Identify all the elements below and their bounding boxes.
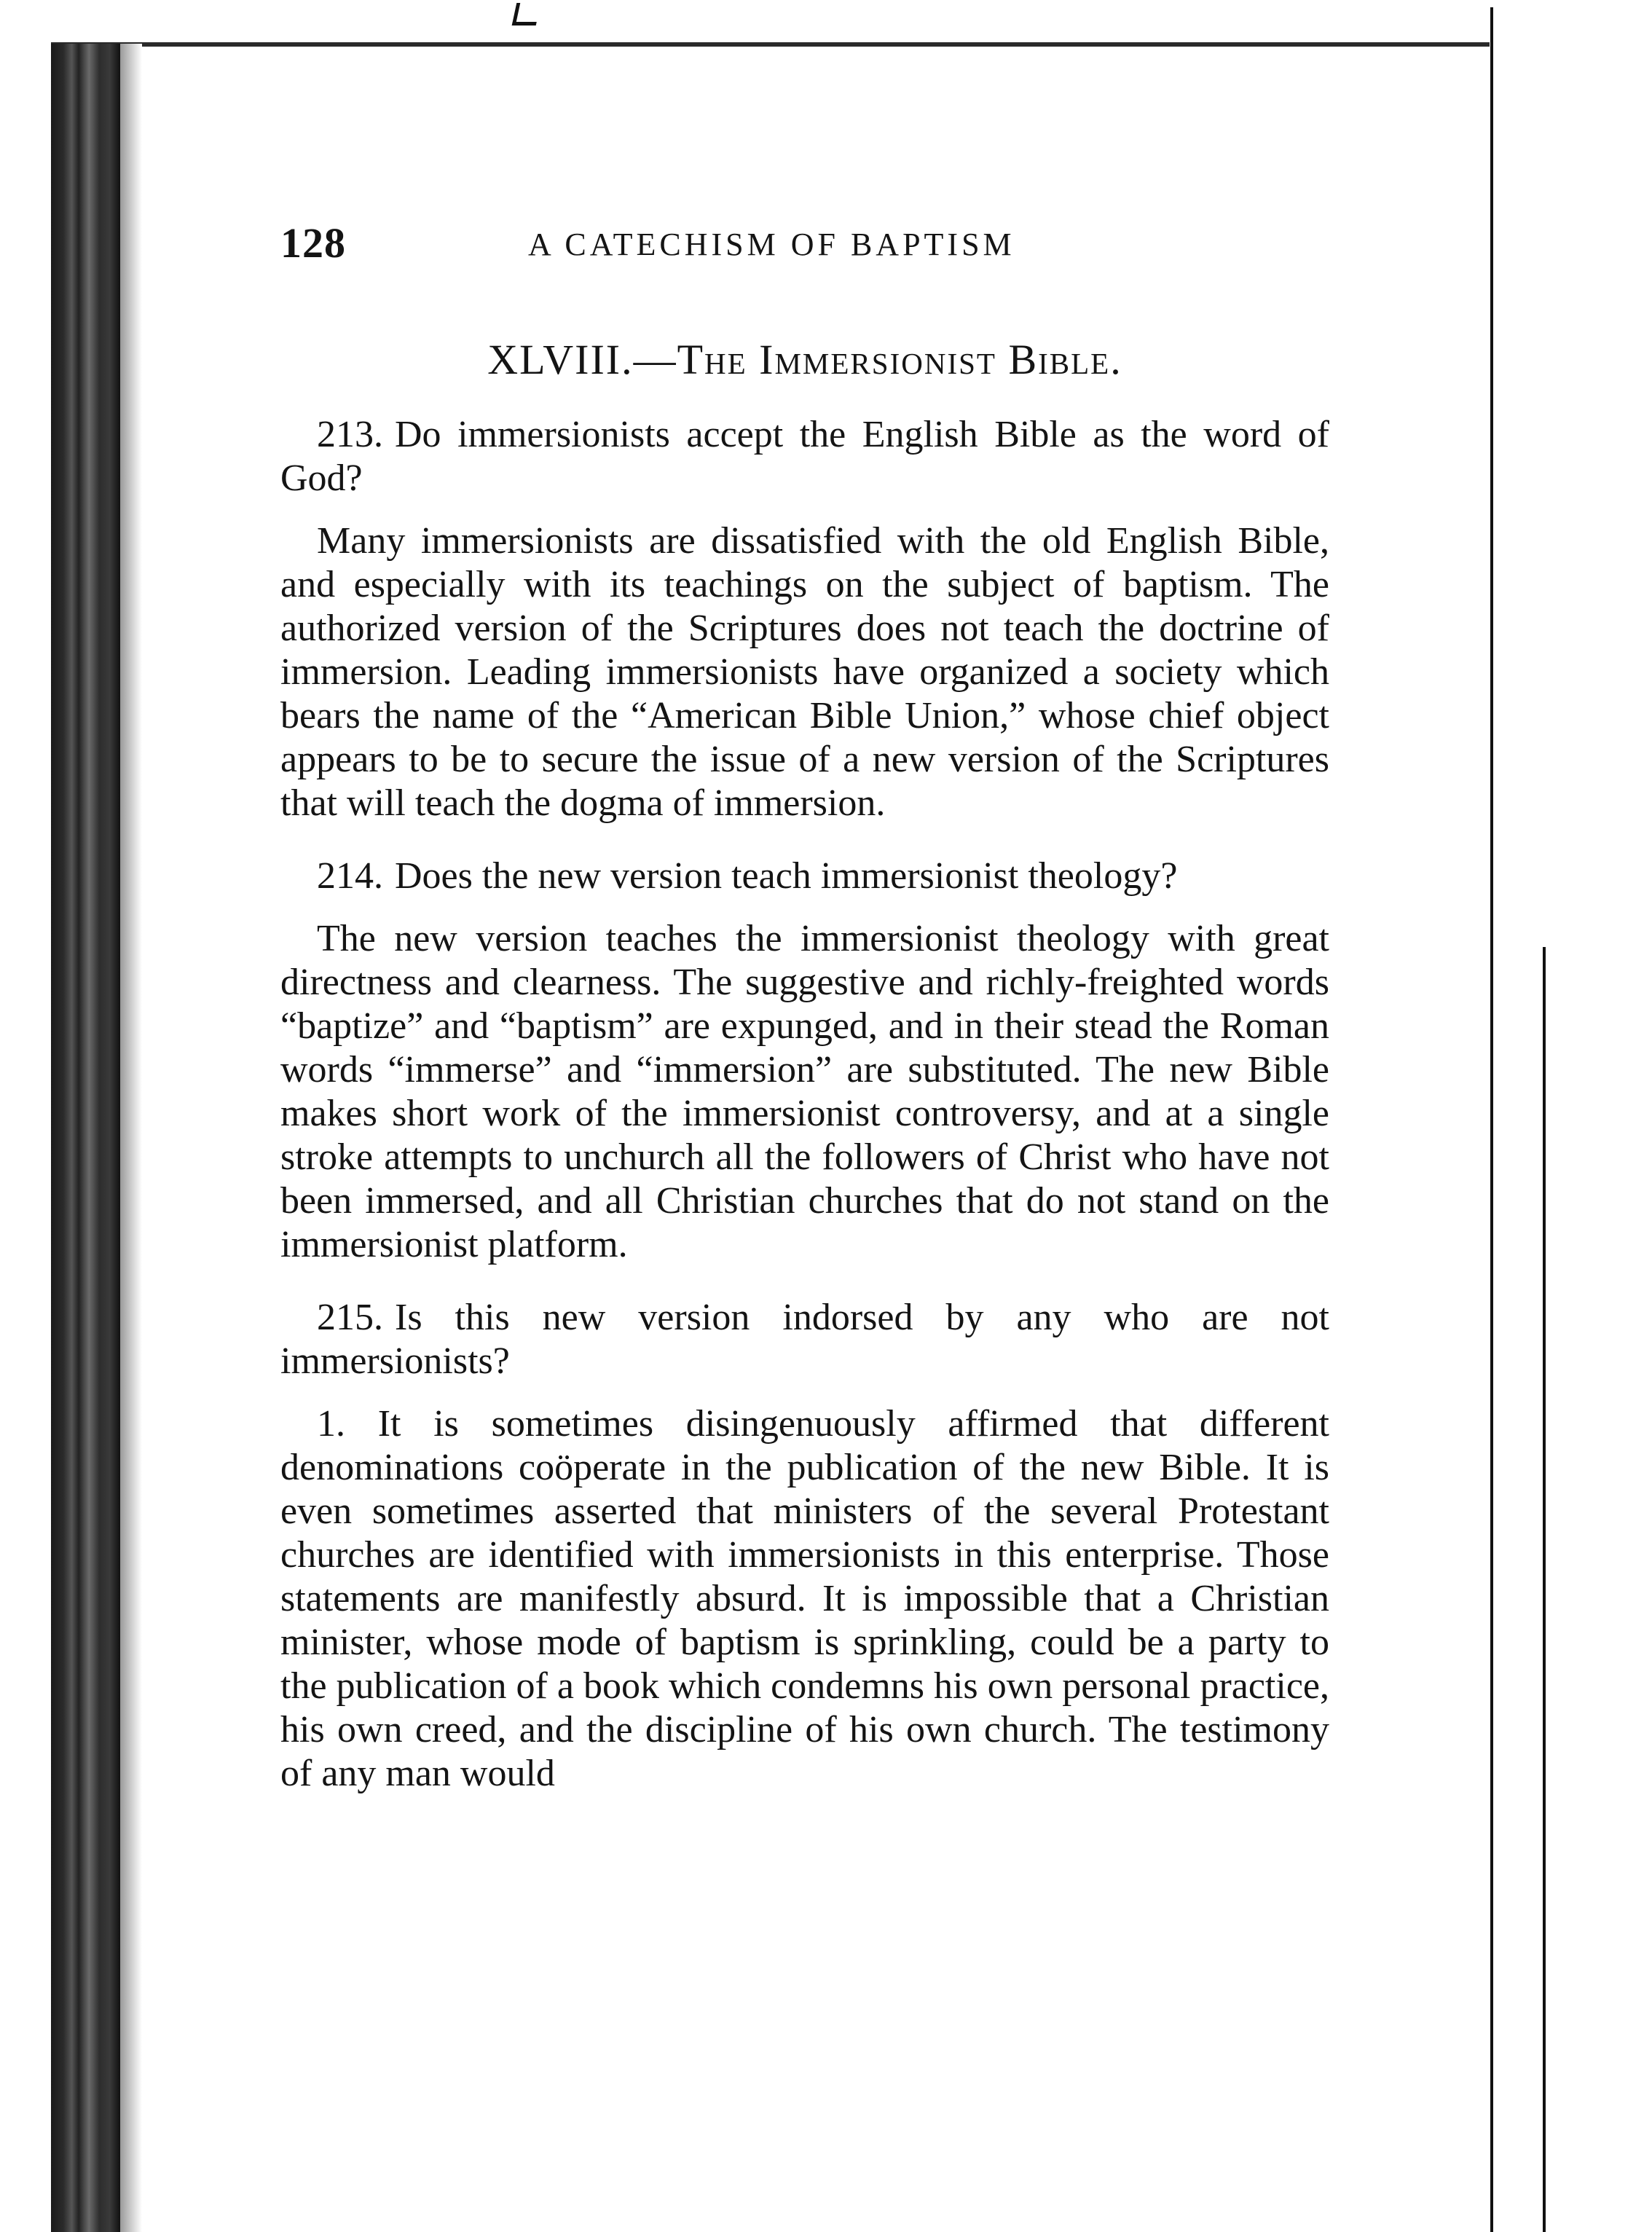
answer-214: The new version teaches the immersionist theology with great directness and clearness. The suggestive and richly-freighted words “baptize” and “baptism” are expunged, and in their stead the Roman words “immerse” and “immersion” are substituted. The new Bible makes short work of the immersionist controversy, and at a single stroke attempts to unchurch all the followers of Christ who have not been immersed, and all Christian churches that do not stand on the immersionist platform. bbox=[280, 918, 1329, 1265]
question-text: Is this new version indorsed by any who are not immersionists? bbox=[280, 1297, 1329, 1382]
question-213 bbox=[280, 413, 1329, 500]
page-text-block bbox=[280, 219, 1329, 1825]
running-head bbox=[280, 219, 1329, 284]
question-text: Do immersionists accept the English Bible as the word of God? bbox=[280, 414, 1329, 499]
page-number: 128 bbox=[280, 219, 346, 267]
scan-artifact-mark bbox=[512, 3, 541, 25]
answer-215: 1. It is sometimes disingenuously affirmed that different denominations coöperate in the publication of the new Bible. It is even sometimes asserted that ministers of the several Protestant churches are identified with immersionists in this enterprise. Those statements are manifestly absurd. It is impossible that a Christian minister, whose mode of baptism is sprinkling, could be a party to the publication of a book which condemns his own personal practice, his own creed, and the discipline of his own church. The testimony of any man would bbox=[280, 1403, 1329, 1794]
gutter-shadow bbox=[120, 44, 142, 2232]
question-214 bbox=[280, 854, 1329, 898]
book-spine-edge bbox=[51, 44, 120, 2232]
running-title: A CATECHISM OF BAPTISM bbox=[528, 227, 1015, 262]
question-number: 214. bbox=[317, 855, 383, 897]
question-text: Does the new version teach immersionist theology? bbox=[395, 855, 1178, 897]
right-page-edge-outer bbox=[1543, 947, 1546, 2232]
right-page-edge bbox=[1490, 7, 1493, 2232]
chapter-heading: XLVIII.—The Immersionist Bible. bbox=[487, 336, 1122, 383]
page-top-edge bbox=[51, 42, 1490, 47]
question-number: 213. bbox=[317, 414, 383, 455]
answer-213: Many immersionists are dissatisfied with the old English Bible, and especially with its teachings on the subject of baptism. The authorized version of the Scriptures does not teach the doctrine of immersion. Leading immersionists have organized a society which bears the name of the “American Bible Union,” whose chief object appears to be to secure the issue of a new version of the Scriptures that will teach the dogma of immersion. bbox=[280, 520, 1329, 824]
question-number: 215. bbox=[317, 1297, 383, 1338]
question-215 bbox=[280, 1296, 1329, 1383]
